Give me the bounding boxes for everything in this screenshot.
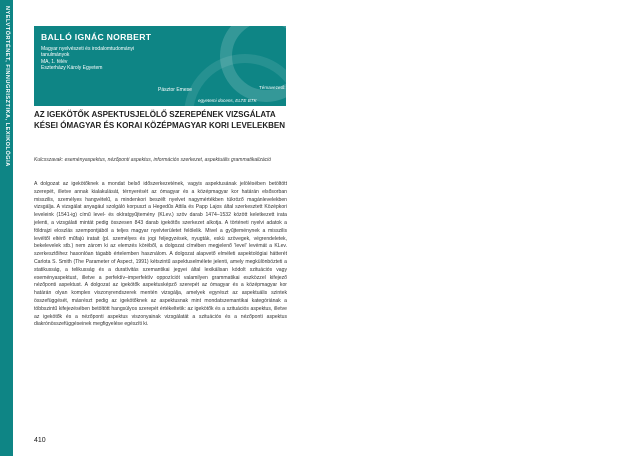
- author-header-box: [34, 26, 286, 106]
- abstract-paragraph: A dolgozat az igekötőknek a mondat belső időszerkezetének, vagyis aspektusának jelölésében betöltött szerepét, illetve annak kialakulását, térnyerését az ómagyar és a középmagyar kor határán elsősorban misszilis, személyes hangvételű, a mindenkori beszélt nyelvet nagymértékben tükröző magánlevelekben vizsgálja. A vizsgálat anyagául szolgáló korpuszt a Hegedűs Attila és Papp Lajos által szerkesztett Középkori leveleink (1541-ig) című level- és oklratgyűjtemény (KLev.) szöv darab 1474–1532 között keletkezett irata jelenti, a vizsgálati mintát pedig összesen 843 darab igekötős szerkezet alkotja. A történeti nyelvi adatok a földrajzi eloszlás szempontjából a teljes magyar nyelvterületet felölelik. Mivel a gyűjteménynek a misszilis levéltől eltérő műfajú iratait (pl. személyes és jogi feljegyzések, nyugták, eskü szövegek, végrendeletek, bekelevelek stb.) nem zárom ki az elemzés köréből, a dolgozat címében megjelenő 'level' levémát a KLev. szerkesztőihez hasonlóan tágabb értelemben használom. A dolgozat alapvető elméleti aspektológiai hátterét Carlota S. Smith (The Parameter of Aspect, 1991) kétszintű aspektuselmélete jelenti, amely megkülönbözteti a statikusság, a telikusság és a duratívitás szemantikai jegyei által lexikálisan kódolt szituációs vagy eseményaspektust, illetve a perfektív–imperfektív oppozíciót valamilyen grammatikai eszközzel kifejező nézőponti aspektust. A dolgozat az igekötők aspektusképző szerepét az ómagyar és a középmagyar kor határán olyan komplex viszonyrendszerek mentén vizsgálja, amelyek egyrészt az aspektuális szintek összefüggését, másrészt pedig az igekötőknek az aspektusnak mint mondatszemantikai kategóriának a többszintű kifejezésében betöltött hangsúlyos szerepét értékeltetik: az igekötők és a szituációs aspektus, illetve az igekötők és a nézőponti aspektus viszonyainak vizsgálatát a szituációs és a nézőponti aspektus diakrónösszefüggéseinek megfigyelése egészíti ki.: [34, 181, 287, 328]
- affiliation-line: Eszterházy Károly Egyetem: [41, 65, 103, 71]
- side-band: [0, 0, 13, 456]
- author-name: BALLÓ IGNÁC NORBERT: [41, 32, 152, 42]
- running-section-title: NYELVTÖRTÉNET, FINNUGRISZTIKA, LEXIKOLÓGIA: [4, 6, 10, 167]
- affiliation-line: MA, 1. félév: [41, 59, 68, 65]
- keywords-label: Kulcsszavak:: [34, 157, 64, 163]
- abstract-body: [34, 181, 287, 329]
- keywords-block: [34, 157, 276, 164]
- page-number: 410: [34, 437, 46, 444]
- keywords-list: eseményaspektus, nézőponti aspektus, információs szerkezet, aspektuális grammatikalizáció: [64, 157, 272, 163]
- affiliation-line: tanulmányok: [41, 52, 70, 58]
- supervisor-name: Pásztor Emese: [158, 87, 192, 93]
- affiliation-line: Magyar nyelvészeti és irodalomtudományi: [41, 46, 135, 52]
- supervisor-label: Témavezető:: [259, 85, 286, 90]
- supervisor-title: egyetemi docens, ELTE BTK: [198, 98, 257, 103]
- article-title: AZ IGEKÖTŐK ASPEKTUSJELÖLŐ SZEREPÉNEK VIZSGÁLATA KÉSEI ÓMAGYAR ÉS KORAI KÖZÉPMAGYAR KORI LEVELEKBEN: [34, 110, 285, 130]
